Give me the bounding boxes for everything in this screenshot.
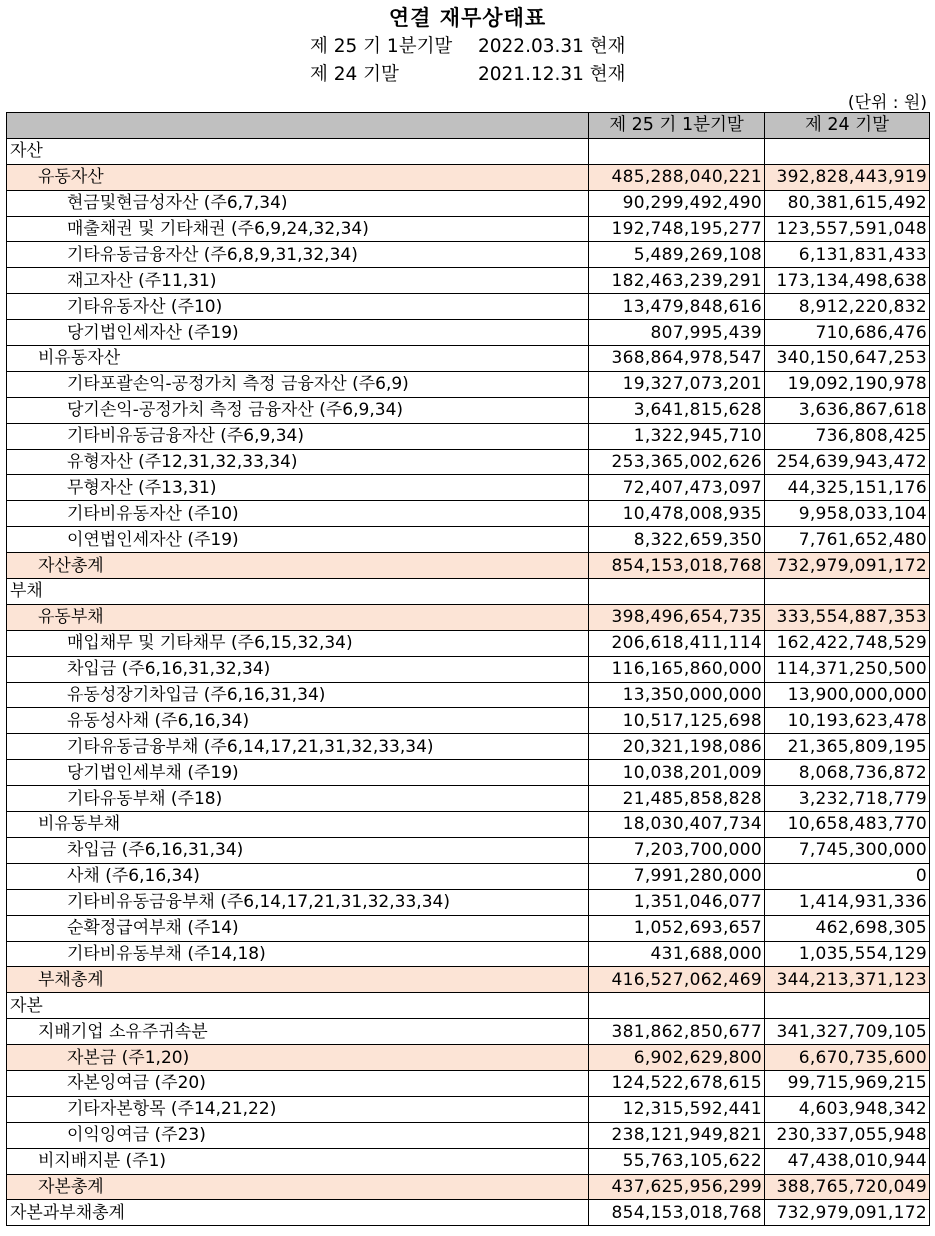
prior-period-value: 732,979,091,172 xyxy=(765,1200,930,1226)
current-period-value: 416,527,062,469 xyxy=(589,967,765,993)
current-period-value: 90,299,492,490 xyxy=(589,190,765,216)
prior-period-value: 6,670,735,600 xyxy=(765,1045,930,1071)
account-label: 자본금 (주1,20) xyxy=(7,1045,589,1071)
prior-period-line xyxy=(310,60,626,86)
table-body xyxy=(7,138,930,1225)
current-period-value: 1,052,693,657 xyxy=(589,915,765,941)
account-label: 당기법인세자산 (주19) xyxy=(7,320,589,346)
prior-period-value: 6,131,831,433 xyxy=(765,242,930,268)
current-period-value: 3,641,815,628 xyxy=(589,397,765,423)
account-label: 자산 xyxy=(7,138,589,164)
table-row xyxy=(7,475,930,501)
current-period-value: 1,351,046,077 xyxy=(589,889,765,915)
prior-period-value: 254,639,943,472 xyxy=(765,449,930,475)
table-row xyxy=(7,656,930,682)
account-label: 유동자산 xyxy=(7,164,589,190)
account-label: 비지배지분 (주1) xyxy=(7,1148,589,1174)
prior-period-value: 99,715,969,215 xyxy=(765,1070,930,1096)
table-row xyxy=(7,164,930,190)
current-period-value: 485,288,040,221 xyxy=(589,164,765,190)
account-label: 유동성장기차입금 (주6,16,31,34) xyxy=(7,682,589,708)
prior-period-value: 13,900,000,000 xyxy=(765,682,930,708)
account-label: 이연법인세자산 (주19) xyxy=(7,527,589,553)
current-period-value: 10,517,125,698 xyxy=(589,708,765,734)
current-period-value: 19,327,073,201 xyxy=(589,371,765,397)
table-row xyxy=(7,682,930,708)
account-label: 비유동자산 xyxy=(7,346,589,372)
unit-label: (단위 : 원) xyxy=(847,93,927,113)
prior-period-value: 8,912,220,832 xyxy=(765,294,930,320)
current-period-value: 10,038,201,009 xyxy=(589,760,765,786)
account-label: 사채 (주6,16,34) xyxy=(7,863,589,889)
prior-period-value xyxy=(765,138,930,164)
header-prior-period: 제 24 기말 xyxy=(765,113,930,139)
table-row xyxy=(7,941,930,967)
table-row xyxy=(7,501,930,527)
table-row xyxy=(7,579,930,605)
prior-period-value xyxy=(765,579,930,605)
current-period-value xyxy=(589,138,765,164)
document-title: 연결 재무상태표 xyxy=(388,6,547,30)
table-row xyxy=(7,837,930,863)
account-label: 기타비유동부채 (주14,18) xyxy=(7,941,589,967)
prior-period-value: 7,761,652,480 xyxy=(765,527,930,553)
table-row xyxy=(7,1122,930,1148)
prior-period-value: 8,068,736,872 xyxy=(765,760,930,786)
table-row xyxy=(7,1019,930,1045)
prior-period-value: 9,958,033,104 xyxy=(765,501,930,527)
current-period-value: 7,203,700,000 xyxy=(589,837,765,863)
prior-period-value: 47,438,010,944 xyxy=(765,1148,930,1174)
current-period-value: 55,763,105,622 xyxy=(589,1148,765,1174)
current-period-value: 431,688,000 xyxy=(589,941,765,967)
header-account xyxy=(7,113,589,139)
table-row xyxy=(7,371,930,397)
account-label: 당기손익-공정가치 측정 금융자산 (주6,9,34) xyxy=(7,397,589,423)
account-label: 기타비유동자산 (주10) xyxy=(7,501,589,527)
table-row xyxy=(7,734,930,760)
current-period-value: 5,489,269,108 xyxy=(589,242,765,268)
current-period-value: 854,153,018,768 xyxy=(589,553,765,579)
current-period-value: 20,321,198,086 xyxy=(589,734,765,760)
table-row xyxy=(7,553,930,579)
current-period-value: 182,463,239,291 xyxy=(589,268,765,294)
prior-period-value: 7,745,300,000 xyxy=(765,837,930,863)
prior-period-value: 10,658,483,770 xyxy=(765,812,930,838)
table-header-row xyxy=(7,113,930,139)
prior-period-value: 230,337,055,948 xyxy=(765,1122,930,1148)
current-period-date: 2022.03.31 현재 xyxy=(478,36,626,57)
prior-period-value: 333,554,887,353 xyxy=(765,604,930,630)
current-period-label: 제 25 기 1분기말 xyxy=(310,36,453,57)
current-period-value: 253,365,002,626 xyxy=(589,449,765,475)
current-period-value xyxy=(589,993,765,1019)
account-label: 현금및현금성자산 (주6,7,34) xyxy=(7,190,589,216)
account-label: 기타유동금융자산 (주6,8,9,31,32,34) xyxy=(7,242,589,268)
table-row xyxy=(7,242,930,268)
account-label: 기타유동자산 (주10) xyxy=(7,294,589,320)
account-label: 무형자산 (주13,31) xyxy=(7,475,589,501)
prior-period-value: 732,979,091,172 xyxy=(765,553,930,579)
account-label: 당기법인세부채 (주19) xyxy=(7,760,589,786)
account-label: 기타유동부채 (주18) xyxy=(7,786,589,812)
current-period-value: 116,165,860,000 xyxy=(589,656,765,682)
prior-period-value: 736,808,425 xyxy=(765,423,930,449)
table-row xyxy=(7,1200,930,1226)
current-period-value: 7,991,280,000 xyxy=(589,863,765,889)
current-period-value: 18,030,407,734 xyxy=(589,812,765,838)
prior-period-value: 4,603,948,342 xyxy=(765,1096,930,1122)
table-row xyxy=(7,268,930,294)
account-label: 기타유동금융부채 (주6,14,17,21,31,32,33,34) xyxy=(7,734,589,760)
prior-period-value: 710,686,476 xyxy=(765,320,930,346)
account-label: 유형자산 (주12,31,32,33,34) xyxy=(7,449,589,475)
prior-period-value: 19,092,190,978 xyxy=(765,371,930,397)
current-period-value: 13,479,848,616 xyxy=(589,294,765,320)
current-period-value: 1,322,945,710 xyxy=(589,423,765,449)
prior-period-value: 388,765,720,049 xyxy=(765,1174,930,1200)
current-period-value: 238,121,949,821 xyxy=(589,1122,765,1148)
account-label: 자본잉여금 (주20) xyxy=(7,1070,589,1096)
prior-period-value: 0 xyxy=(765,863,930,889)
prior-period-value: 462,698,305 xyxy=(765,915,930,941)
account-label: 기타비유동금융부채 (주6,14,17,21,31,32,33,34) xyxy=(7,889,589,915)
table-row xyxy=(7,138,930,164)
table-row xyxy=(7,449,930,475)
account-label: 지배기업 소유주귀속분 xyxy=(7,1019,589,1045)
prior-period-date: 2021.12.31 현재 xyxy=(478,64,626,85)
current-period-value: 368,864,978,547 xyxy=(589,346,765,372)
table-row xyxy=(7,889,930,915)
table-row xyxy=(7,294,930,320)
table-row xyxy=(7,863,930,889)
account-label: 부채총계 xyxy=(7,967,589,993)
current-period-value: 206,618,411,114 xyxy=(589,630,765,656)
table-row xyxy=(7,993,930,1019)
prior-period-value: 340,150,647,253 xyxy=(765,346,930,372)
prior-period-value: 162,422,748,529 xyxy=(765,630,930,656)
table-row xyxy=(7,967,930,993)
table-row xyxy=(7,915,930,941)
table-row xyxy=(7,216,930,242)
current-period-value xyxy=(589,579,765,605)
table-row xyxy=(7,1070,930,1096)
current-period-value: 381,862,850,677 xyxy=(589,1019,765,1045)
table-row xyxy=(7,190,930,216)
current-period-value: 21,485,858,828 xyxy=(589,786,765,812)
current-period-line xyxy=(310,32,626,58)
account-label: 차입금 (주6,16,31,34) xyxy=(7,837,589,863)
prior-period-value: 392,828,443,919 xyxy=(765,164,930,190)
table-row xyxy=(7,423,930,449)
account-label: 이익잉여금 (주23) xyxy=(7,1122,589,1148)
account-label: 자산총계 xyxy=(7,553,589,579)
account-label: 자본과부채총계 xyxy=(7,1200,589,1226)
current-period-value: 8,322,659,350 xyxy=(589,527,765,553)
prior-period-value: 80,381,615,492 xyxy=(765,190,930,216)
prior-period-value: 341,327,709,105 xyxy=(765,1019,930,1045)
current-period-value: 192,748,195,277 xyxy=(589,216,765,242)
prior-period-value: 1,414,931,336 xyxy=(765,889,930,915)
account-label: 유동부채 xyxy=(7,604,589,630)
current-period-value: 124,522,678,615 xyxy=(589,1070,765,1096)
prior-period-label: 제 24 기말 xyxy=(310,64,399,85)
prior-period-value: 1,035,554,129 xyxy=(765,941,930,967)
table-row xyxy=(7,1045,930,1071)
current-period-value: 437,625,956,299 xyxy=(589,1174,765,1200)
account-label: 매출채권 및 기타채권 (주6,9,24,32,34) xyxy=(7,216,589,242)
current-period-value: 72,407,473,097 xyxy=(589,475,765,501)
current-period-value: 10,478,008,935 xyxy=(589,501,765,527)
account-label: 매입채무 및 기타채무 (주6,15,32,34) xyxy=(7,630,589,656)
table-row xyxy=(7,786,930,812)
current-period-value: 13,350,000,000 xyxy=(589,682,765,708)
account-label: 자본 xyxy=(7,993,589,1019)
prior-period-value: 3,232,718,779 xyxy=(765,786,930,812)
prior-period-value: 21,365,809,195 xyxy=(765,734,930,760)
prior-period-value xyxy=(765,993,930,1019)
current-period-value: 854,153,018,768 xyxy=(589,1200,765,1226)
table-row xyxy=(7,346,930,372)
prior-period-value: 123,557,591,048 xyxy=(765,216,930,242)
current-period-value: 807,995,439 xyxy=(589,320,765,346)
current-period-value: 398,496,654,735 xyxy=(589,604,765,630)
account-label: 비유동부채 xyxy=(7,812,589,838)
current-period-value: 6,902,629,800 xyxy=(589,1045,765,1071)
account-label: 기타포괄손익-공정가치 측정 금융자산 (주6,9) xyxy=(7,371,589,397)
account-label: 차입금 (주6,16,31,32,34) xyxy=(7,656,589,682)
account-label: 순확정급여부채 (주14) xyxy=(7,915,589,941)
table-row xyxy=(7,760,930,786)
table-row xyxy=(7,320,930,346)
prior-period-value: 114,371,250,500 xyxy=(765,656,930,682)
table-row xyxy=(7,708,930,734)
account-label: 자본총계 xyxy=(7,1174,589,1200)
prior-period-value: 44,325,151,176 xyxy=(765,475,930,501)
account-label: 부채 xyxy=(7,579,589,605)
current-period-value: 12,315,592,441 xyxy=(589,1096,765,1122)
prior-period-value: 344,213,371,123 xyxy=(765,967,930,993)
prior-period-value: 10,193,623,478 xyxy=(765,708,930,734)
account-label: 기타비유동금융자산 (주6,9,34) xyxy=(7,423,589,449)
prior-period-value: 3,636,867,618 xyxy=(765,397,930,423)
table-row xyxy=(7,812,930,838)
table-row xyxy=(7,397,930,423)
balance-sheet-table xyxy=(6,112,930,1226)
account-label: 유동성사채 (주6,16,34) xyxy=(7,708,589,734)
table-row xyxy=(7,1096,930,1122)
table-row xyxy=(7,604,930,630)
table-row xyxy=(7,1174,930,1200)
header-current-period: 제 25 기 1분기말 xyxy=(589,113,765,139)
account-label: 기타자본항목 (주14,21,22) xyxy=(7,1096,589,1122)
table-row xyxy=(7,1148,930,1174)
account-label: 재고자산 (주11,31) xyxy=(7,268,589,294)
table-row xyxy=(7,630,930,656)
prior-period-value: 173,134,498,638 xyxy=(765,268,930,294)
table-row xyxy=(7,527,930,553)
